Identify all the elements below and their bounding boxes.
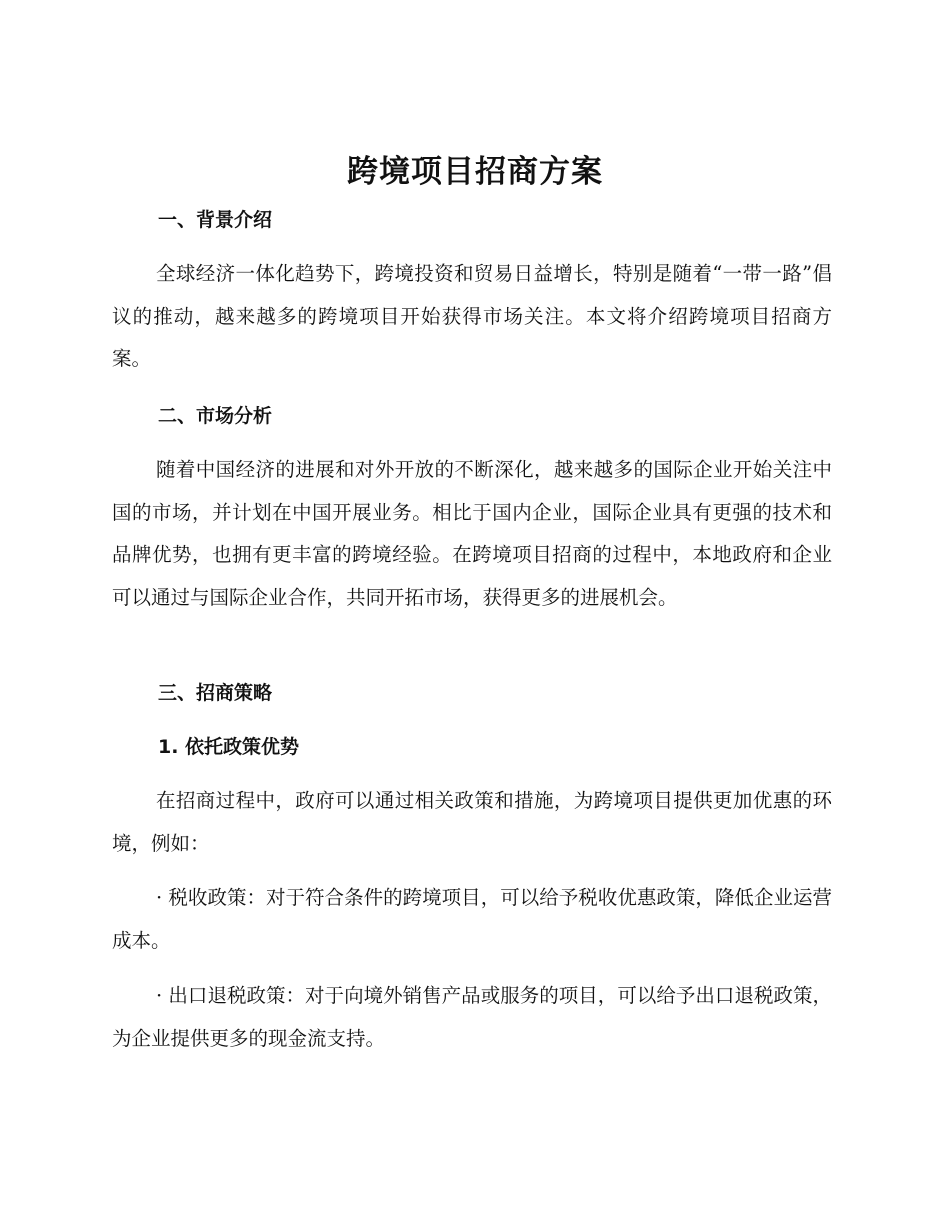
section-heading-market-analysis: 二、市场分析	[158, 405, 273, 427]
document-title: 跨境项目招商方案	[347, 154, 603, 190]
paragraph-policy-advantage: 在招商过程中，政府可以通过相关政策和措施，为跨境项目提供更加优惠的环境，例如：	[112, 789, 832, 855]
subsection-heading-policy-advantage: 1. 依托政策优势	[158, 736, 300, 758]
section-heading-background: 一、背景介绍	[158, 209, 273, 231]
bullet-export-rebate-policy: · 出口退税政策：对于向境外销售产品或服务的项目，可以给予出口退税政策，为企业提供更多的现金流支持。	[112, 984, 832, 1050]
paragraph-market-analysis: 随着中国经济的进展和对外开放的不断深化，越来越多的国际企业开始关注中国的市场，并计划在中国开展业务。相比于国内企业，国际企业具有更强的技术和品牌优势，也拥有更丰富的跨境经验。在跨境项目招商的过程中，本地政府和企业可以通过与国际企业合作，共同开拓市场，获得更多的进展机会。	[112, 458, 832, 609]
section-heading-investment-strategy: 三、招商策略	[158, 682, 273, 704]
paragraph-background: 全球经济一体化趋势下，跨境投资和贸易日益增长，特别是随着“一带一路”倡议的推动，越来越多的跨境项目开始获得市场关注。本文将介绍跨境项目招商方案。	[112, 262, 832, 370]
bullet-tax-policy: · 税收政策：对于符合条件的跨境项目，可以给予税收优惠政策，降低企业运营成本。	[112, 886, 832, 952]
